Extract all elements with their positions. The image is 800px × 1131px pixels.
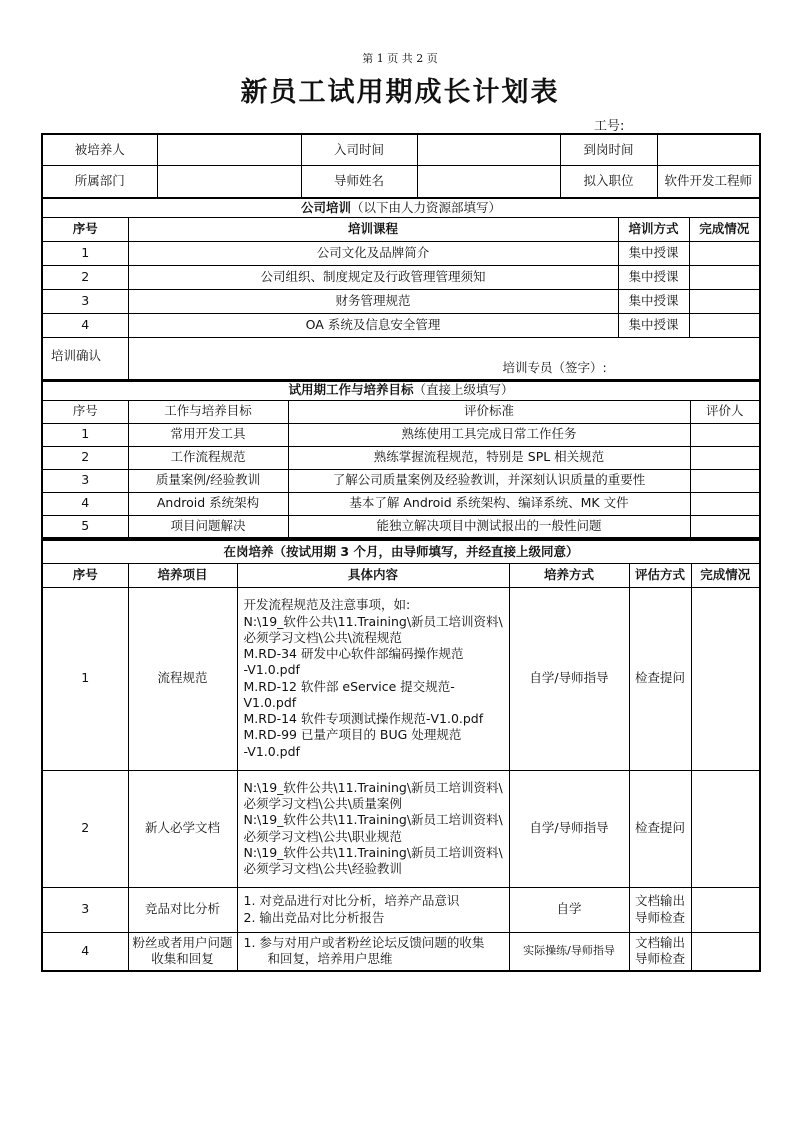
table-row [42, 932, 760, 971]
row-status [689, 241, 760, 265]
row-evaluator [690, 423, 760, 446]
col-evaluator: 评价人 [690, 400, 760, 423]
table-row [42, 515, 760, 538]
col-no: 序号 [42, 217, 128, 241]
info-table [41, 133, 761, 199]
row-method: 集中授课 [618, 313, 689, 337]
company-training-table [41, 197, 761, 382]
row-course: 公司文化及品牌简介 [128, 241, 618, 265]
col-content: 具体内容 [237, 563, 509, 587]
table-row [42, 423, 760, 446]
row-status [689, 313, 760, 337]
row-no: 5 [42, 515, 128, 538]
row-course: 公司组织、制度规定及行政管理管理须知 [128, 265, 618, 289]
row-course: 财务管理规范 [128, 289, 618, 313]
trainee-value [157, 134, 301, 165]
page-title: 新员工试用期成长计划表 [240, 77, 560, 108]
col-criteria: 评价标准 [288, 400, 690, 423]
row-evaluator [690, 469, 760, 492]
post-date-value [657, 134, 760, 165]
row-status [691, 932, 760, 971]
row-content: 开发流程规范及注意事项，如: N:\19_软件公共\11.Training\新员工培训资料\ 必须学习文档\公共\流程规范 M.RD-34 研发中心软件部编码操作规范 -V1.0.pdf M.RD-12 软件部 eService 提交规范-V1.0.pdf M.RD-14 软件专项测试操作规范-V1.0.pdf M.RD-99 已量产项目的 BUG 处理规范 -V1.0.pdf [237, 587, 509, 770]
row-item: 竞品对比分析 [128, 887, 237, 932]
row-status [691, 587, 760, 770]
row-no: 2 [42, 770, 128, 887]
row-no: 4 [42, 492, 128, 515]
row-item: 新人必学文档 [128, 770, 237, 887]
row-content: N:\19_软件公共\11.Training\新员工培训资料\ 必须学习文档\公共\质量案例 N:\19_软件公共\11.Training\新员工培训资料\ 必须学习文档\公共\职业规范 N:\19_软件公共\11.Training\新员工培训资料\ 必须学习文档\公共\经验教训 [237, 770, 509, 887]
table-row [42, 587, 760, 770]
row-method: 集中授课 [618, 265, 689, 289]
row-course: OA 系统及信息安全管理 [128, 313, 618, 337]
table-row [42, 289, 760, 313]
on-job-training-table [41, 539, 761, 972]
col-goal: 工作与培养目标 [128, 400, 288, 423]
col-method: 培训方式 [618, 217, 689, 241]
join-date-value [417, 134, 560, 165]
table-row [42, 492, 760, 515]
table-row [42, 469, 760, 492]
row-method: 自学/导师指导 [509, 770, 629, 887]
row-no: 2 [42, 446, 128, 469]
employee-no-label: 工号: [594, 119, 625, 134]
col-no: 序号 [42, 563, 128, 587]
row-status [689, 289, 760, 313]
company-training-header: 公司培训（以下由人力资源部填写） [42, 198, 760, 217]
row-status [689, 265, 760, 289]
row-no: 1 [42, 587, 128, 770]
table-row [42, 313, 760, 337]
row-content: 1. 参与对用户或者粉丝论坛反馈问题的收集 和回复，培养用户思维 [237, 932, 509, 971]
col-status: 完成情况 [689, 217, 760, 241]
row-no: 4 [42, 313, 128, 337]
row-no: 4 [42, 932, 128, 971]
position-value: 软件开发工程师 [657, 165, 760, 198]
row-method: 集中授课 [618, 289, 689, 313]
post-date-label: 到岗时间 [560, 134, 657, 165]
probation-goals-table [41, 379, 761, 539]
position-label: 拟入职位 [560, 165, 657, 198]
row-goal: 常用开发工具 [128, 423, 288, 446]
table-row [42, 770, 760, 887]
col-no: 序号 [42, 400, 128, 423]
table-row [42, 887, 760, 932]
row-method: 自学 [509, 887, 629, 932]
department-label: 所属部门 [42, 165, 157, 198]
department-value [157, 165, 301, 198]
row-no: 3 [42, 887, 128, 932]
row-criteria: 熟练使用工具完成日常工作任务 [288, 423, 690, 446]
col-eval: 评估方式 [629, 563, 691, 587]
row-evaluator [690, 515, 760, 538]
row-goal: 工作流程规范 [128, 446, 288, 469]
row-status [691, 770, 760, 887]
row-no: 1 [42, 241, 128, 265]
row-method: 实际操练/导师指导 [509, 932, 629, 971]
col-item: 培养项目 [128, 563, 237, 587]
row-method: 自学/导师指导 [509, 587, 629, 770]
row-criteria: 熟练掌握流程规范，特别是 SPL 相关规范 [288, 446, 690, 469]
mentor-value [417, 165, 560, 198]
mentor-label: 导师姓名 [301, 165, 417, 198]
col-status: 完成情况 [691, 563, 760, 587]
row-item: 粉丝或者用户问题收集和回复 [128, 932, 237, 971]
row-no: 3 [42, 289, 128, 313]
row-eval: 文档输出 导师检查 [629, 932, 691, 971]
table-row [42, 446, 760, 469]
row-goal: 质量案例/经验教训 [128, 469, 288, 492]
table-row [42, 265, 760, 289]
probation-goals-header: 试用期工作与培养目标（直接上级填写） [42, 380, 760, 400]
row-eval: 文档输出 导师检查 [629, 887, 691, 932]
row-status [691, 887, 760, 932]
row-eval: 检查提问 [629, 587, 691, 770]
row-no: 2 [42, 265, 128, 289]
row-item: 流程规范 [128, 587, 237, 770]
row-no: 3 [42, 469, 128, 492]
row-content: 1. 对竞品进行对比分析，培养产品意识 2. 输出竞品对比分析报告 [237, 887, 509, 932]
row-method: 集中授课 [618, 241, 689, 265]
row-evaluator [690, 492, 760, 515]
join-date-label: 入司时间 [301, 134, 417, 165]
training-confirm-label: 培训确认 [42, 337, 128, 381]
trainee-label: 被培养人 [42, 134, 157, 165]
page-number: 第 1 页 共 2 页 [362, 52, 438, 65]
row-goal: Android 系统架构 [128, 492, 288, 515]
col-course: 培训课程 [128, 217, 618, 241]
row-criteria: 了解公司质量案例及经验教训，并深刻认识质量的重要性 [288, 469, 690, 492]
row-evaluator [690, 446, 760, 469]
row-eval: 检查提问 [629, 770, 691, 887]
row-goal: 项目问题解决 [128, 515, 288, 538]
row-criteria: 能独立解决项目中测试报出的一般性问题 [288, 515, 690, 538]
on-job-training-header: 在岗培养（按试用期 3 个月，由导师填写，并经直接上级同意） [42, 540, 760, 563]
signature-label: 培训专员（签字）: [128, 337, 760, 381]
table-row [42, 241, 760, 265]
row-no: 1 [42, 423, 128, 446]
col-method: 培养方式 [509, 563, 629, 587]
row-criteria: 基本了解 Android 系统架构、编译系统、MK 文件 [288, 492, 690, 515]
